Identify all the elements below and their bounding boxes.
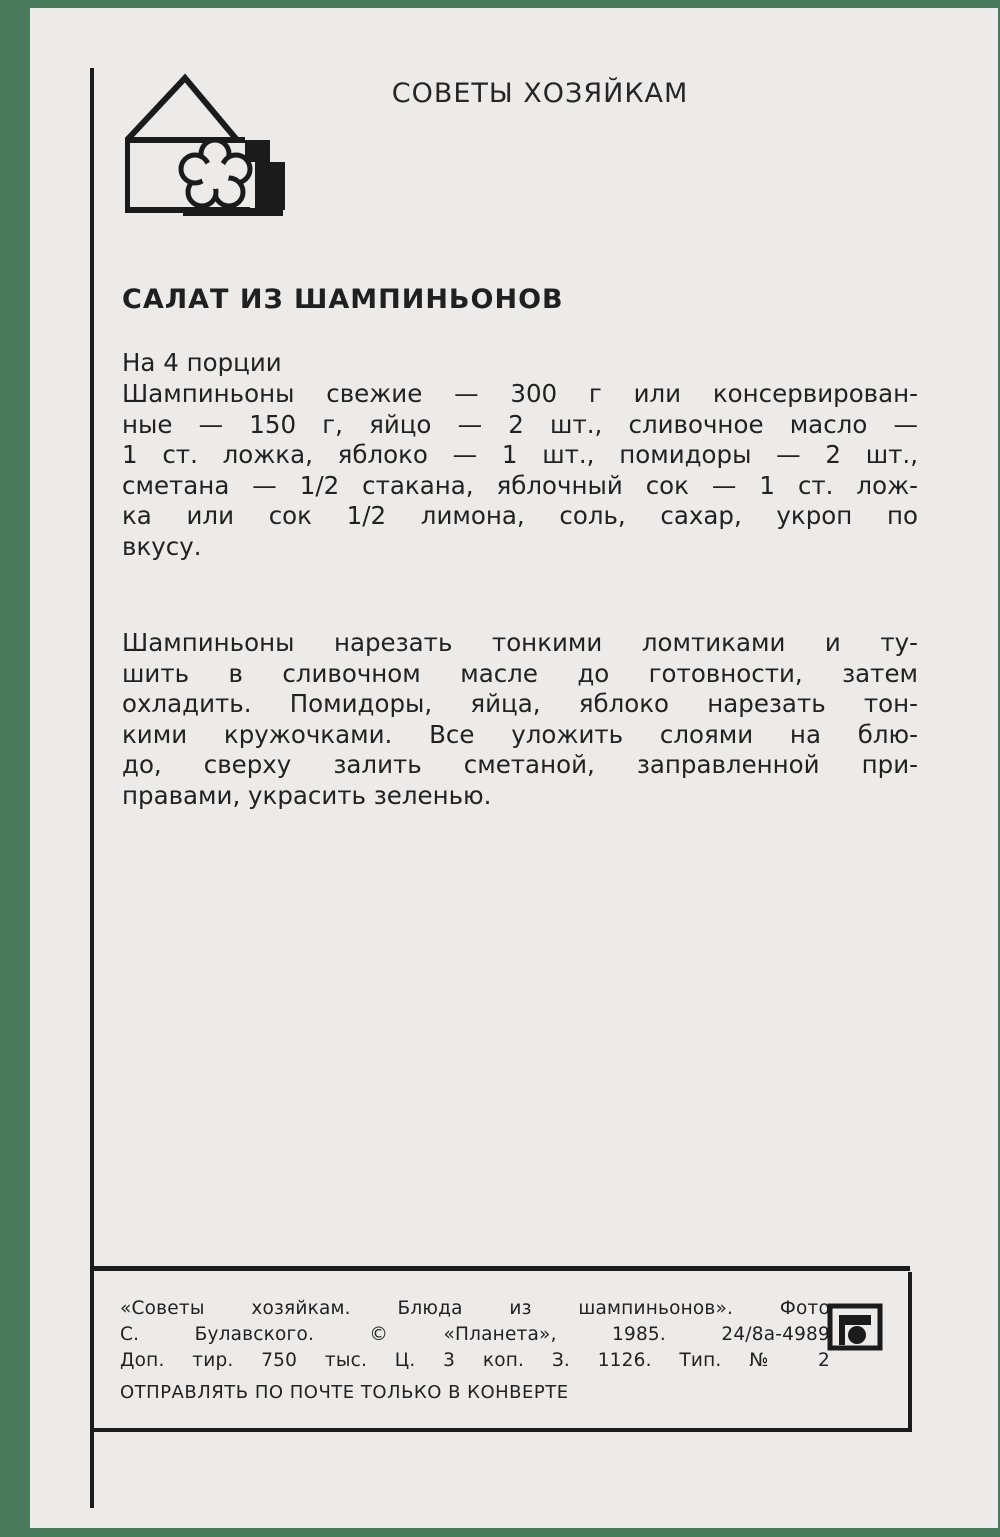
method-line: до, сверху залить сметаной, заправленной при- xyxy=(122,750,918,779)
method-line: Шампиньоны нарезать тонкими ломтиками и ту- xyxy=(122,628,918,657)
publisher-imprint xyxy=(120,1296,830,1406)
imprint-line: Доп. тир. 750 тыс. Ц. 3 коп. З. 1126. Тип. № 2 xyxy=(120,1350,830,1371)
house-flower-logo xyxy=(125,70,285,220)
postcard xyxy=(30,8,998,1528)
method-line: охладить. Помидоры, яйца, яблоко нарезать тон- xyxy=(122,689,918,718)
publisher-logo-icon xyxy=(827,1303,883,1351)
recipe-title: САЛАТ ИЗ ШАМПИНЬОНОВ xyxy=(122,284,564,315)
ingredients-line: сметана — 1/2 стакана, яблочный сок — 1 ст. лож- xyxy=(122,470,918,500)
ingredients-line: ные — 150 г, яйцо — 2 шт., сливочное масло — xyxy=(122,409,918,439)
series-title: СОВЕТЫ ХОЗЯЙКАМ xyxy=(391,78,689,109)
portions-text: На 4 порции xyxy=(122,348,282,377)
method-line: правами, украсить зеленью. xyxy=(122,780,492,810)
ingredients-line: Шампиньоны свежие — 300 г или консервирован- xyxy=(122,379,918,408)
ingredients-line: 1 ст. ложка, яблоко — 1 шт., помидоры — 2 шт., xyxy=(122,440,918,469)
imprint-line: С. Булавского. © «Планета», 1985. 24/8а-4989 xyxy=(120,1324,830,1345)
method-line: кими кружочками. Все уложить слоями на блю- xyxy=(122,719,918,749)
ingredients-paragraph xyxy=(122,379,918,562)
method-paragraph xyxy=(122,628,918,811)
method-line: шить в сливочном масле до готовности, затем xyxy=(122,658,918,688)
frame-bottom-border xyxy=(90,1266,910,1271)
mail-note: ОТПРАВЛЯТЬ ПО ПОЧТЕ ТОЛЬКО В КОНВЕРТЕ xyxy=(120,1382,569,1403)
imprint-line: «Советы хозяйкам. Блюда из шампиньонов». Фото xyxy=(120,1298,830,1319)
ingredients-line: ка или сок 1/2 лимона, соль, сахар, укроп по xyxy=(122,501,918,530)
ingredients-line: вкусу. xyxy=(122,531,202,561)
